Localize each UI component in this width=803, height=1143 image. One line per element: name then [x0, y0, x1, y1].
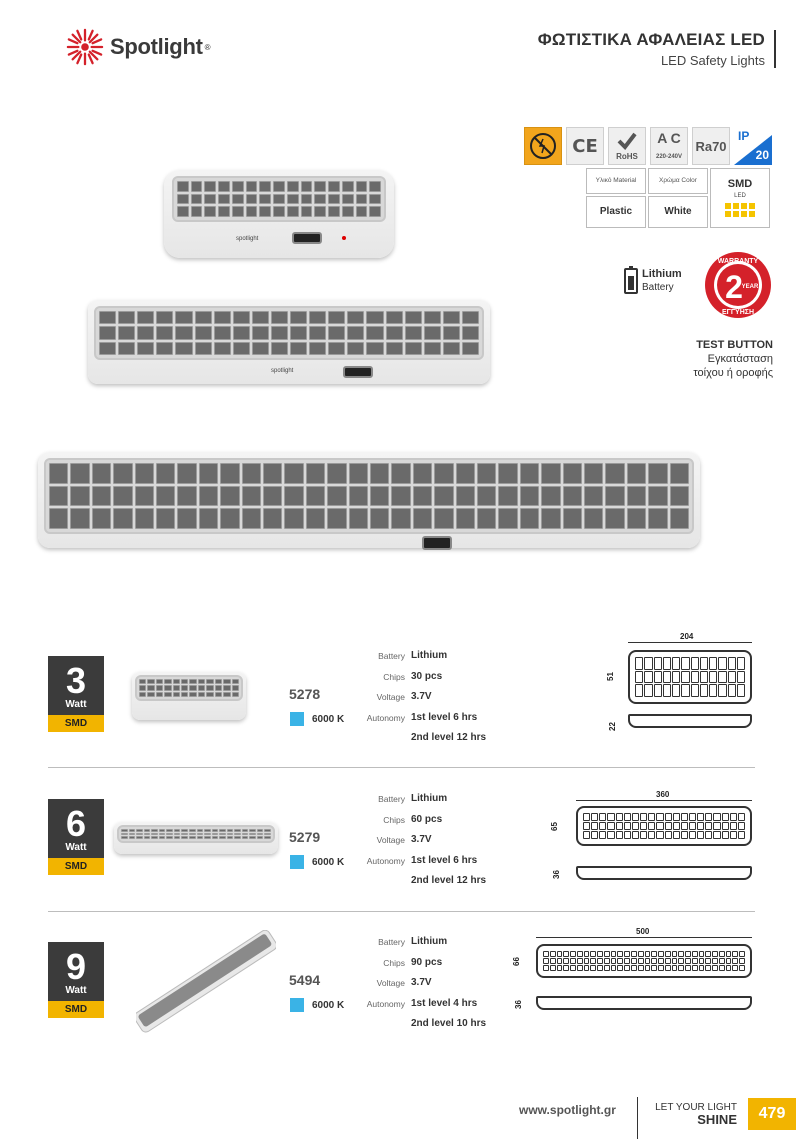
row-divider — [48, 767, 755, 768]
dimension-depth: 36 — [513, 1000, 523, 1009]
color-value: White — [648, 196, 708, 228]
battery-icon — [624, 268, 638, 294]
svg-text:ΕΓΓΥΗΣΗ: ΕΓΓΥΗΣΗ — [721, 309, 755, 316]
ce-mark-icon: CE — [566, 127, 604, 165]
dimension-drawing-front — [536, 944, 752, 978]
smd-chip-icon — [725, 203, 755, 217]
product-code: 5279 — [289, 829, 321, 845]
battery-info: Lithium Battery — [624, 268, 682, 294]
dimension-width: 360 — [656, 790, 670, 799]
page-title: ΦΩΤΙΣΤΙΚΑ ΑΦΑΛΕΙΑΣ LED — [537, 30, 765, 49]
color-swatch — [290, 712, 304, 726]
color-label: Χρώμα Color — [648, 168, 708, 194]
svg-text:WARRANTY: WARRANTY — [717, 258, 759, 265]
dimension-drawing-side — [536, 996, 752, 1010]
product-specs: Battery Lithium Chips 90 pcs Voltage 3.7V Autonomy 1st level 4 hrs 2nd level 10 hrs — [366, 936, 487, 1029]
product-specs: Battery Lithium Chips 60 pcs Voltage 3.7V Autonomy 1st level 6 hrs 2nd level 12 hrs — [366, 793, 487, 886]
dimension-drawing-side — [576, 866, 752, 880]
color-temperature: 6000 K — [290, 712, 344, 726]
dimension-width: 204 — [680, 632, 694, 641]
smd-led-cell: SMD LED — [710, 168, 770, 228]
product-thumbnail — [136, 930, 276, 1034]
dimension-depth: 22 — [607, 722, 617, 731]
brand-logo: Spotlight ® — [66, 28, 211, 66]
installation-note: TEST BUTTON Εγκατάσταση τοίχου ή οροφής — [693, 339, 773, 379]
product-specs: Battery Lithium Chips 30 pcs Voltage 3.7V Autonomy 1st level 6 hrs 2nd level 12 hrs — [366, 650, 487, 743]
wattage-badge: 3 Watt SMD — [48, 656, 104, 732]
header-divider — [774, 30, 776, 68]
cri-icon: Ra70 — [692, 127, 730, 165]
material-label: Υλικό Material — [586, 168, 646, 194]
dimension-drawing-side — [628, 714, 752, 728]
dimension-line-width — [628, 642, 752, 643]
product-code: 5494 — [289, 972, 321, 988]
material-spec-table — [586, 168, 770, 228]
color-swatch — [290, 998, 304, 1012]
svg-text:YEAR: YEAR — [741, 284, 759, 290]
wattage-badge: 6 Watt SMD — [48, 799, 104, 875]
dimension-width: 500 — [636, 927, 650, 936]
product-thumbnail — [132, 672, 246, 720]
spotlight-sun-icon — [66, 28, 104, 66]
color-temperature: 6000 K — [290, 855, 344, 869]
footer-divider — [637, 1097, 638, 1139]
page-subtitle: LED Safety Lights — [660, 53, 765, 68]
wattage-badge: 9 Watt SMD — [48, 942, 104, 1018]
warranty-badge-icon — [703, 250, 773, 320]
dimension-height: 66 — [511, 957, 521, 966]
dimension-height: 51 — [605, 672, 615, 681]
page-header — [538, 30, 765, 68]
no-dimmer-icon — [524, 127, 562, 165]
product-thumbnail — [114, 822, 278, 854]
product-code: 5278 — [289, 686, 321, 702]
page-number: 479 — [748, 1098, 796, 1130]
dimension-drawing-front — [628, 650, 752, 704]
row-divider — [48, 911, 755, 912]
lamp-photo-medium: spotlight — [88, 300, 490, 386]
dimension-line-width — [576, 800, 752, 801]
rohs-icon: RoHS — [608, 127, 646, 165]
color-swatch — [290, 855, 304, 869]
dimension-drawing-front — [576, 806, 752, 846]
dimension-depth: 36 — [551, 870, 561, 879]
lamp-photo-large — [38, 452, 700, 552]
material-value: Plastic — [586, 196, 646, 228]
ip-rating-icon: IP 20 — [734, 127, 772, 165]
ac-voltage-icon: A C 220-240V — [650, 127, 688, 165]
dimension-height: 65 — [549, 822, 559, 831]
dimension-line-width — [536, 937, 752, 938]
footer-url[interactable]: www.spotlight.gr — [519, 1103, 616, 1117]
brand-name: Spotlight — [110, 34, 203, 59]
footer-tagline: LET YOUR LIGHT SHINE — [655, 1102, 737, 1127]
certification-icons — [524, 127, 772, 165]
svg-text:2: 2 — [725, 269, 743, 305]
lamp-photo-small: spotlight — [164, 170, 394, 260]
color-temperature: 6000 K — [290, 998, 344, 1012]
